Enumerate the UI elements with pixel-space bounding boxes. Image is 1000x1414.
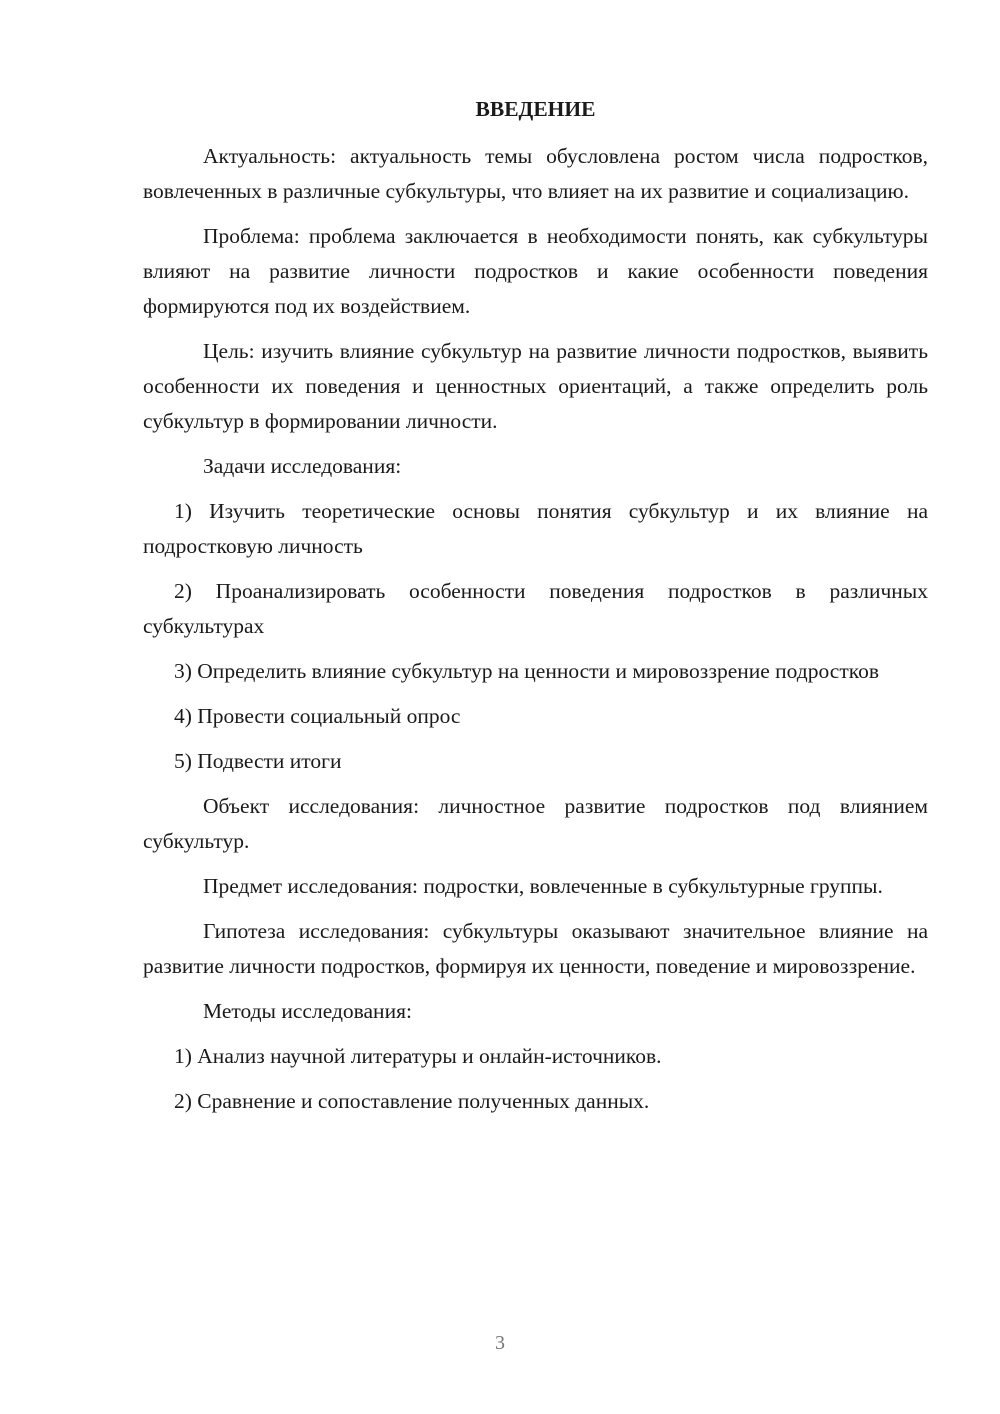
task-item-2: 2) Проанализировать особенности поведения подростков в различных субкультурах: [143, 579, 928, 638]
subject-paragraph: Предмет исследования: подростки, вовлеченные в субкультурные группы.: [203, 874, 883, 898]
page-title: ВВЕДЕНИЕ: [475, 97, 596, 121]
document-page: [143, 92, 928, 1129]
task-item-4: 4) Провести социальный опрос: [174, 704, 461, 728]
task-item-1: 1) Изучить теоретические основы понятия субкультур и их влияние на подростковую личность: [143, 499, 928, 558]
method-item-1: 1) Анализ научной литературы и онлайн-источников.: [174, 1044, 662, 1068]
goal-paragraph: Цель: изучить влияние субкультур на развитие личности подростков, выявить особенности их поведения и ценностных ориентаций, а также определить роль субкультур в формировании личности.: [143, 339, 928, 433]
task-item-5: 5) Подвести итоги: [174, 749, 342, 773]
task-item-3: 3) Определить влияние субкультур на ценности и мировоззрение подростков: [174, 659, 879, 683]
method-item-2: 2) Сравнение и сопоставление полученных данных.: [174, 1089, 650, 1113]
problem-paragraph: Проблема: проблема заключается в необходимости понять, как субкультуры влияют на развитие личности подростков и какие особенности поведения формируются под их воздействием.: [143, 224, 928, 318]
relevance-paragraph: Актуальность: актуальность темы обусловлена ростом числа подростков, вовлеченных в различные субкультуры, что влияет на их развитие и социализацию.: [143, 144, 928, 203]
tasks-heading: Задачи исследования:: [203, 454, 402, 478]
hypothesis-paragraph: Гипотеза исследования: субкультуры оказывают значительное влияние на развитие личности подростков, формируя их ценности, поведение и мировоззрение.: [143, 919, 928, 978]
methods-heading: Методы исследования:: [203, 999, 412, 1023]
page-number: 3: [495, 1332, 505, 1354]
object-paragraph: Объект исследования: личностное развитие подростков под влиянием субкультур.: [143, 794, 928, 853]
